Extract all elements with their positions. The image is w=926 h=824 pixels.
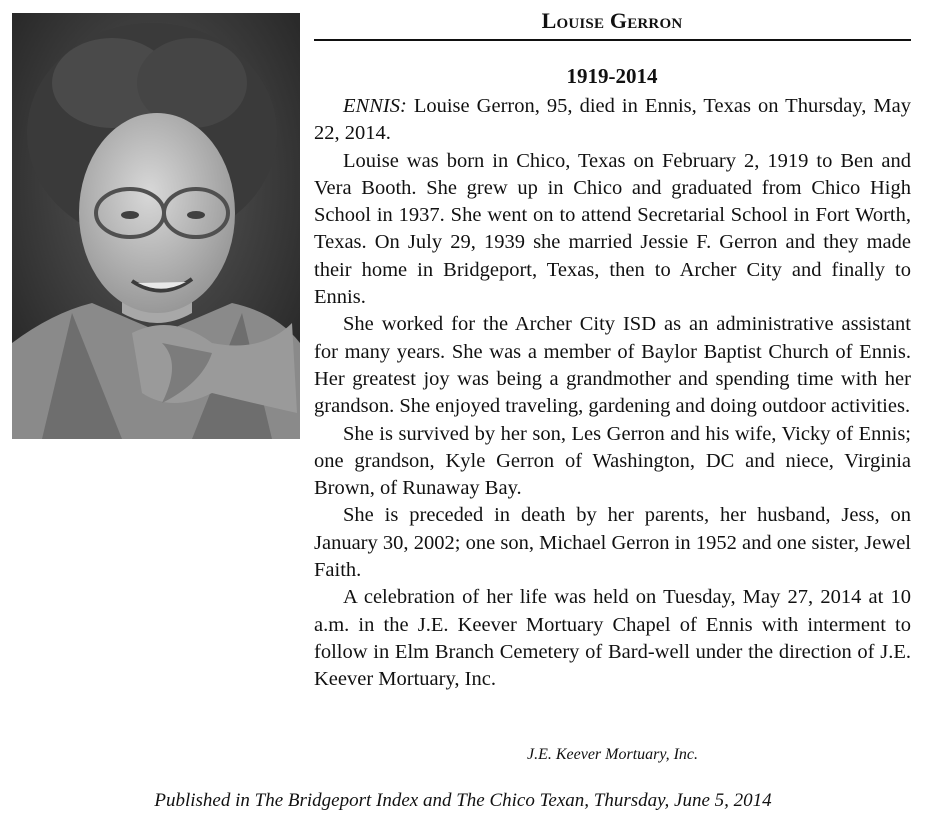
title-divider [314, 39, 911, 41]
obituary-paragraph: Louise was born in Chico, Texas on February 2, 1919 to Ben and Vera Booth. She grew up in Chico and graduated from Chico High School in 1937. She went on to attend Secretarial School in Fort Worth, Texas. On July 29, 1939 she married Jessie F. Gerron and they made their home in Bridgeport, Texas, then to Archer City and finally to Ennis. [314, 149, 911, 309]
obituary-name: Louise Gerron [541, 8, 683, 33]
obituary-paragraph: A celebration of her life was held on Tuesday, May 27, 2014 at 10 a.m. in the J.E. Keever Mortuary Chapel of Ennis with interment to follow in Elm Branch Cemetery of Bard-well under the direction of J.E. Keever Mortuary, Inc. [314, 586, 911, 691]
obituary-paragraph: She is preceded in death by her parents, her husband, Jess, on January 30, 2002; one son, Michael Gerron in 1952 and one sister, Jewel Faith. [314, 504, 911, 582]
obituary-paragraph: She is survived by her son, Les Gerron and his wife, Vicky of Ennis; one grandson, Kyle Gerron of Washington, DC and niece, Virginia Brown, of Runaway Bay. [314, 422, 911, 500]
obituary-paragraph: She worked for the Archer City ISD as an administrative assistant for many years. She was a member of Baylor Baptist Church of Ennis. Her greatest joy was being a grandmother and spending time with her grandson. She enjoyed traveling, gardening and doing outdoor activities. [314, 313, 911, 418]
obituary-body [314, 93, 911, 694]
paragraph-text: Louise Gerron, 95, died in Ennis, Texas on Thursday, May 22, 2014. [314, 95, 912, 145]
funeral-home-attribution: J.E. Keever Mortuary, Inc. [526, 746, 699, 763]
portrait-photo [12, 13, 300, 439]
dateline-city: ENNIS: [343, 95, 407, 117]
obituary-years: 1919-2014 [566, 64, 658, 88]
obituary-paragraph [314, 93, 911, 148]
publication-note: Published in The Bridgeport Index and The Chico Texan, Thursday, June 5, 2014 [154, 790, 772, 811]
